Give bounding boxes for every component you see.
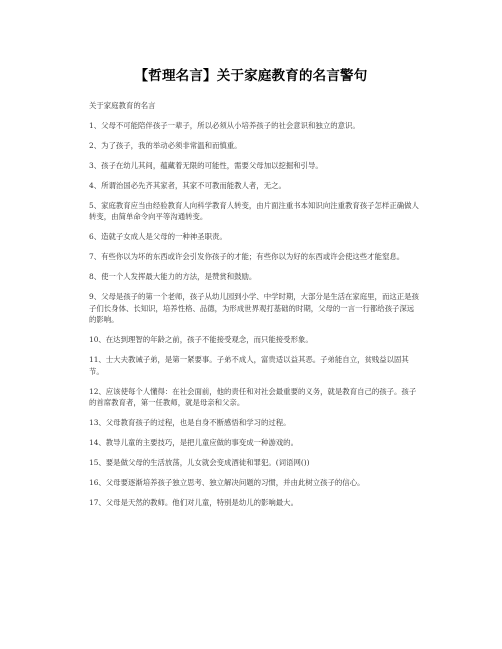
quote-item: 17、父母是天然的教师。他们对儿童，特别是幼儿的影响最大。	[89, 498, 298, 508]
quote-item: 9、父母是孩子的第一个老师，孩子从幼儿园到小学、中学时期，大部分是生活在家庭里，而这正是孩子们长身体、长知识，培养性格、品德，为形成世界观打基础的时期，父母的一言一行都给孩子深远的影响。	[89, 292, 419, 325]
quote-item: 5、家庭教育应当由经验教育人向科学教育人转变，由片面注重书本知识向注重教育孩子怎样正确做人转变，由简单命令向平等沟通转变。	[89, 201, 419, 222]
quote-item: 14、教导儿童的主要技巧，是把儿童应做的事变成一种游戏的。	[89, 438, 298, 448]
quote-item: 7、有些你以为坏的东西或许会引发你孩子的才能；有些你以为好的东西或许会使这些才能窒息。	[89, 252, 405, 262]
quote-item: 15、要是做父母的生活放荡，儿女就会变成酒徒和罪犯。(词语网())	[89, 458, 310, 468]
quote-item: 4、所谓治国必先齐其家者，其家不可教而能教人者，无之。	[89, 181, 286, 190]
quote-item: 6、造就子女成人是父母的一种神圣职责。	[89, 232, 227, 242]
quote-item: 3、孩子在幼儿其间，蕴藏着无限的可能性，需要父母加以挖掘和引导。	[89, 161, 323, 170]
quote-item: 10、在达到理智的年龄之前，孩子不能接受观念，而只能接受形象。	[89, 335, 313, 345]
quote-item: 1、父母不可能陪伴孩子一辈子，所以必须从小培养孩子的社会意识和独立的意识。	[89, 121, 360, 130]
quote-item: 2、为了孩子，我的举动必须非常温和而慎重。	[89, 141, 242, 150]
quote-item: 16、父母要逐渐培养孩子独立思考、独立解决问题的习惯，并由此树立孩子的信心。	[89, 478, 365, 488]
quote-item: 12、应该使每个人懂得：在社会面前，他的责任和对社会最重要的义务，就是教育自己的孩子。孩子的首席教育者，第一任教师，就是母亲和父亲。	[89, 386, 417, 408]
quote-item: 8、使一个人发挥最大能力的方法，是赞赏和鼓励。	[89, 272, 257, 282]
quote-item: 11、士大夫教诫子弟，是第一紧要事。子弟不成人，富贵适以益其恶。子弟能自立，贫贱益以固其节。	[89, 355, 409, 376]
section-heading: 关于家庭教育的名言	[89, 101, 156, 110]
document-body	[89, 100, 419, 517]
quote-item: 13、父母教育孩子的过程，也是自身不断感悟和学习的过程。	[89, 418, 291, 428]
page-title: 【哲理名言】关于家庭教育的名言警句	[134, 68, 368, 84]
